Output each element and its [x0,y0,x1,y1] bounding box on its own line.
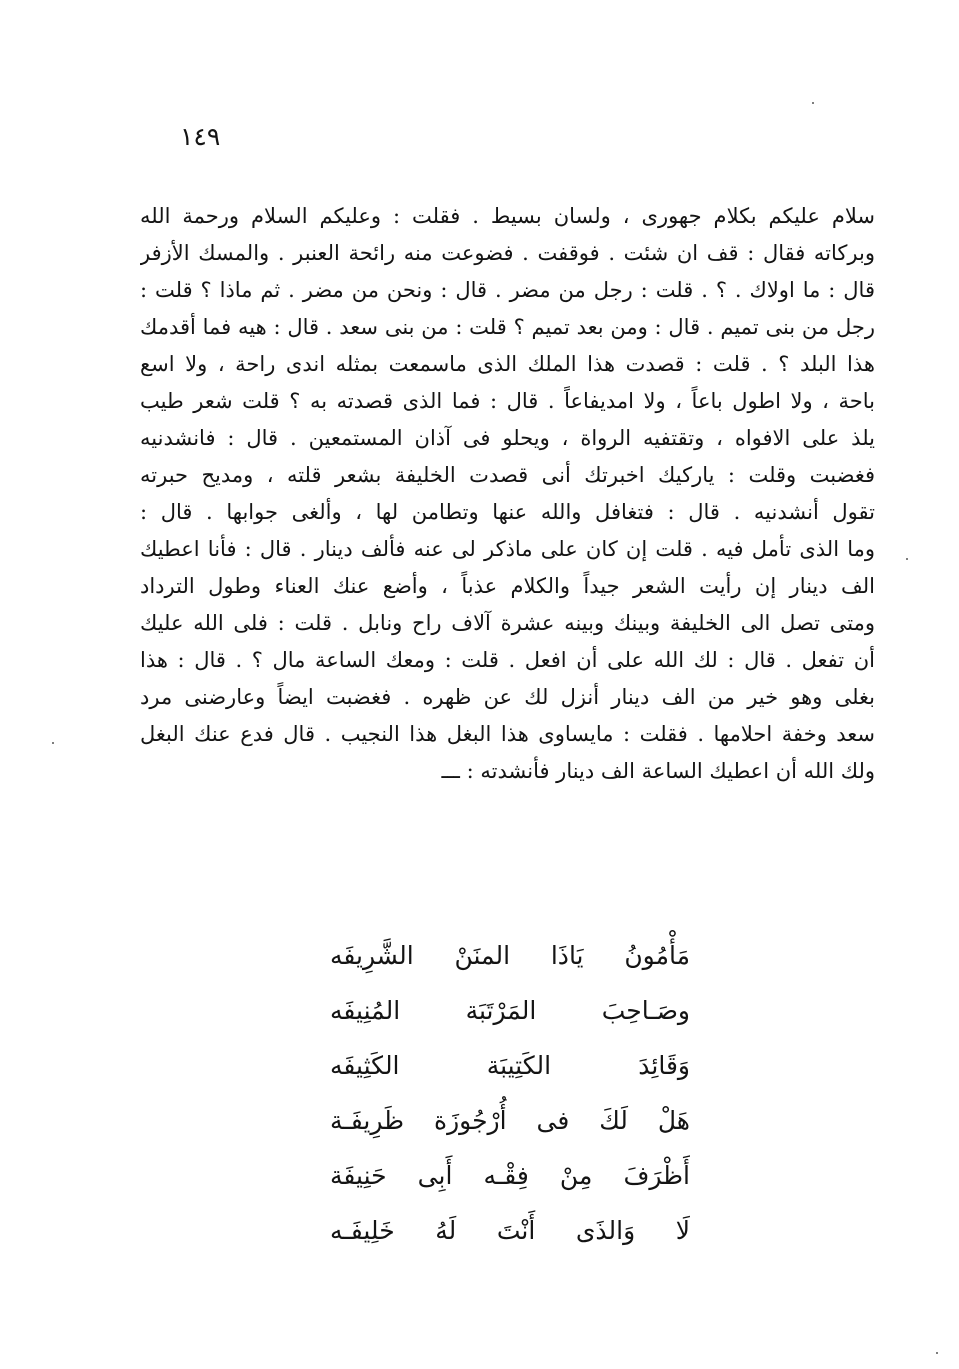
scan-speck [52,742,54,744]
prose-line: بغلى وهو خير من الف دينار أنزل لك عن ظهره . فغضبت ايضاً وعارضنى مرد [140,685,875,709]
prose-line: تقول أنشدنيه . قال : فتغافل والله عنها وتطامن لها ، وألغى جوابها . قال : [140,500,875,524]
poem-line: أَظْرَفَ مِنْ فِقْـه أَبِى حَنِيفَة [330,1161,690,1190]
prose-line: سلام عليكم بكلام جهورى ، ولسان بسيط . فقلت : وعليكم السلام ورحمة الله [140,204,875,228]
prose-line: قال : ما اولاك . ؟ . قلت : رجل من مضر . قال : ونحن من مضر . ثم ماذا ؟ قلت : [140,278,875,302]
prose-line: رجل من بنى تميم . قال : ومن بعد تميم ؟ قلت : من بنى سعد . قال : هيه فما أقدمك [140,315,875,339]
poem-line: مَأْمُونُ يَاذَا المنَنْ الشَّرِيفَه [330,941,690,970]
poem-line: هَلْ لَكَ فى أُرْجُوزَة ظَرِيفَـة [330,1106,690,1135]
page-number: ١٤٩ [180,122,221,151]
prose-line: يلذ على الافواه ، وتقتفيه الرواة ، ويحلو فى آذان المستمعين . قال : فانشدنيه [140,426,875,450]
prose-block [140,198,875,790]
prose-line: وما الذى تأمل فيه . قلت إن كان على ماذكر لى عنه فألف دينار . قال : فأنا اعطيك [140,537,875,561]
prose-line: باحة ، ولا اطول باعاً ، ولا امديفاعاً . قال : فما الذى قصدته به ؟ قلت شعر طيب [140,389,875,413]
prose-line: ولك الله أن اعطيك الساعة الف دينار فأنشدته : ـــ [441,759,875,783]
prose-line: فغضبت وقلت : ياركيك اخبرتك أنى قصدت الخليفة بشعر قلته ، ومديح حبرته [140,463,875,487]
scan-speck [936,1352,938,1354]
scan-speck [906,558,908,560]
poem-line: لَا وَالذَى أَنْتَ لَهُ خَلِيفَـه [330,1216,690,1245]
prose-line: ومتى تصل الى الخليفة وبينك وبينه عشرة آلاف راح ونابل . قلت : فلى الله عليك [140,611,875,635]
poem-block [330,928,690,1258]
prose-line: الف دينار إن رأيت الشعر جيداً والكلام عذباً ، وأضع عنك العناء وطول الترداد [140,574,875,598]
prose-line: سعد وخفة احلامها . فقلت : مايساوى هذا البغل هذا النجيب . قال فدع عنك البغل [140,722,875,746]
prose-line: هذا البلد ؟ . قلت : قصدت هذا الملك الذى ماسمعت بمثله اندى راحة ، ولا اسع [140,352,875,376]
poem-line: وَقَائِدَ الكَتِيبَة الكَثِيفَه [330,1051,690,1080]
poem-line: وصَـاحِبَ المَرْتَبَة المُنِيفَه [330,996,690,1025]
prose-line: وبركاته فقال : قف ان شئت . فوقفت . فضوعت منه رائحة العنبر . والمسك الأزفر [140,241,875,265]
scan-speck [812,102,814,104]
prose-line: أن تفعل . قال : لك الله على أن افعل . قلت : ومعك الساعة مال ؟ . قال : هذا [140,648,875,672]
